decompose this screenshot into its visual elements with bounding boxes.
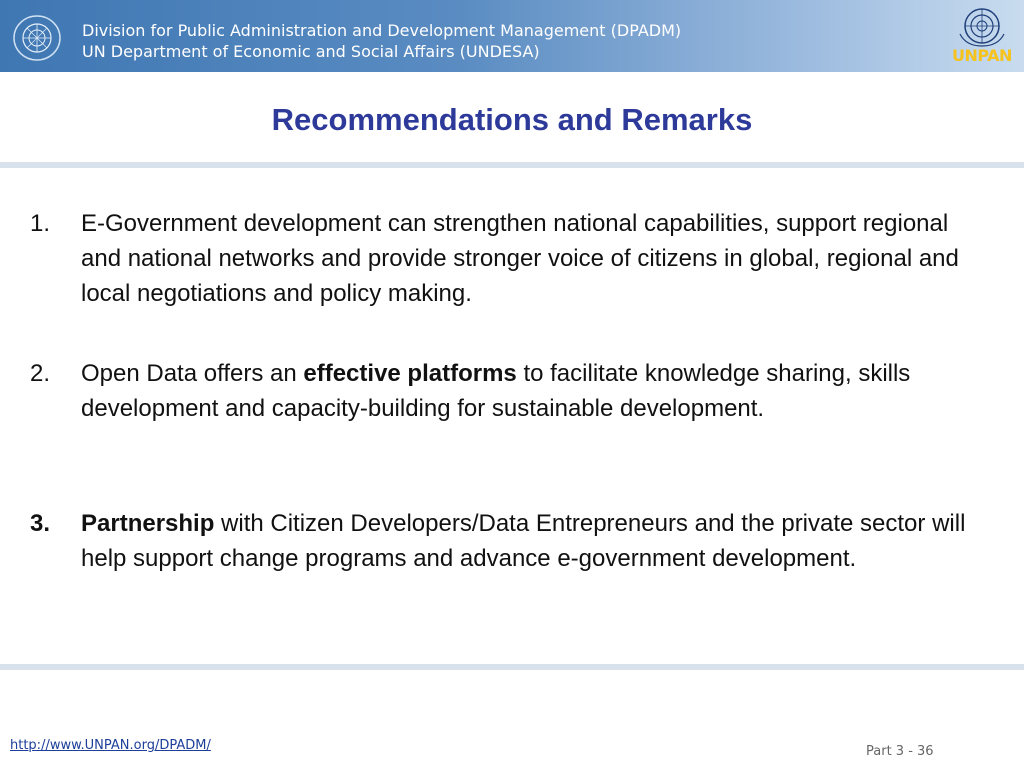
list-item-emphasis: Partnership: [81, 510, 215, 537]
organization-line-2: UN Department of Economic and Social Affairs (UNDESA): [82, 42, 540, 61]
slide-title: Recommendations and Remarks: [271, 102, 753, 137]
list-item-text: [81, 356, 971, 426]
page-number: Part 3 - 36: [866, 744, 934, 759]
un-emblem-icon: [12, 14, 62, 62]
list-item-emphasis: effective platforms: [303, 360, 517, 387]
list-item-text-end: to facilitate knowledge sharing, skills development and capacity-building for sustainable development.: [81, 360, 911, 422]
list-item-number: 2.: [30, 360, 51, 387]
list-item-text: [81, 506, 971, 576]
footer-divider: [0, 664, 1024, 670]
list-item-text: E-Government development can strengthen national capabilities, support regional and national networks and provide stronger voice of citizens in global, regional and local negotiations and policy making.: [81, 210, 959, 307]
list-item-number: 3.: [30, 510, 51, 537]
list-item-text-start: Open Data offers an: [81, 360, 304, 387]
header-bar: [0, 0, 1024, 72]
list-item-text-end: with Citizen Developers/Data Entrepreneurs and the private sector will help support change programs and advance e-government development.: [81, 510, 966, 572]
organization-name: [82, 20, 681, 62]
unpan-dpadm-link[interactable]: http://www.UNPAN.org/DPADM/: [10, 738, 211, 753]
title-divider: [0, 162, 1024, 168]
unpan-logo-text: UNPAN: [952, 46, 1012, 65]
organization-line-1: Division for Public Administration and Development Management (DPADM): [82, 21, 682, 40]
list-item-number: 1.: [30, 210, 51, 237]
